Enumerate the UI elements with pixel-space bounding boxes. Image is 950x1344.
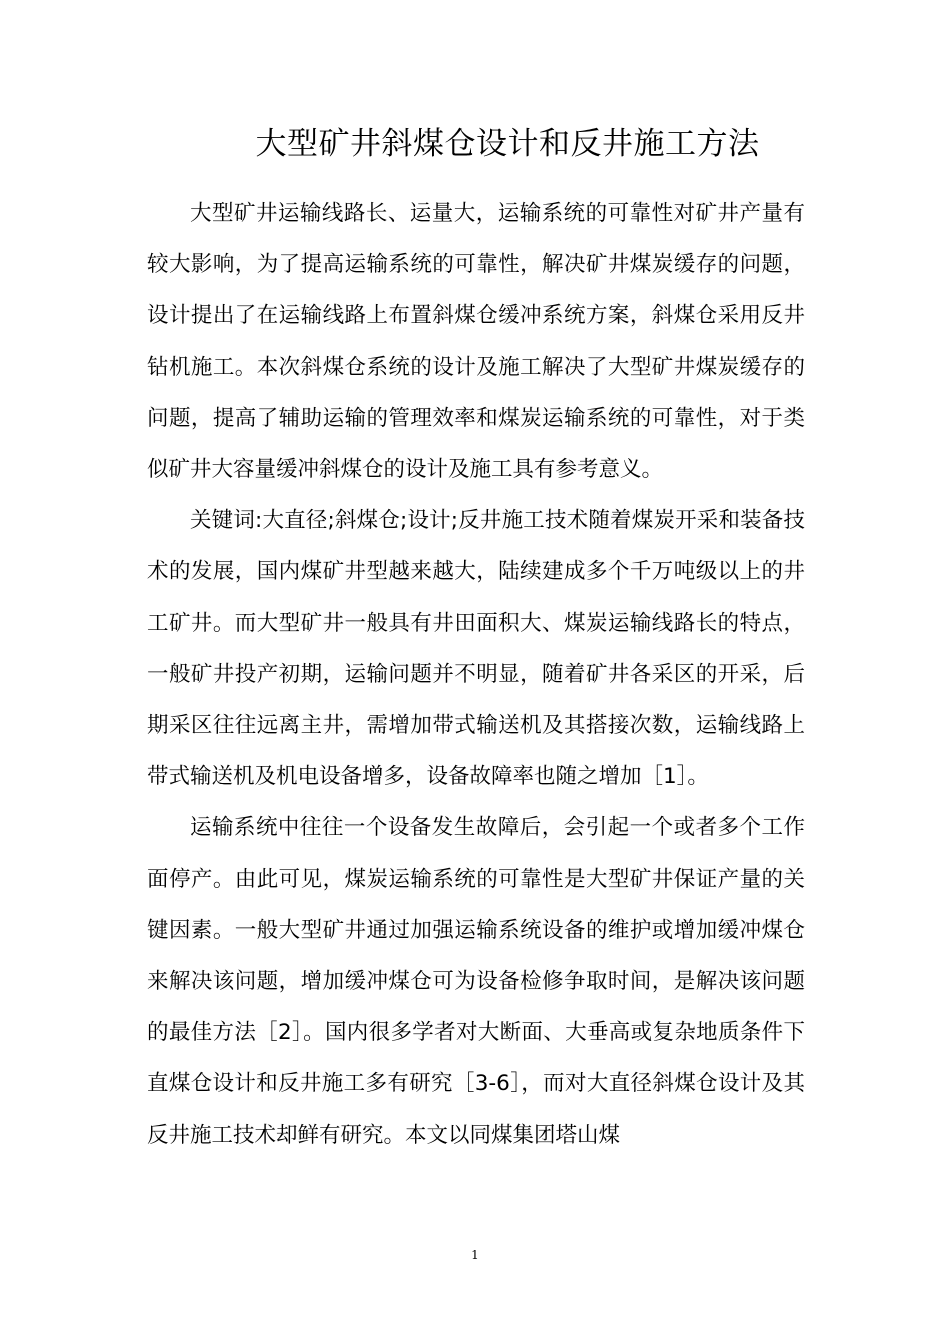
page-number: 1 — [471, 1248, 479, 1262]
paragraph-keywords-intro: 关键词:大直径;斜煤仓;设计;反井施工技术随着煤炭开采和装备技术的发展，国内煤矿井型越来越大，陆续建成多个千万吨级以上的井工矿井。而大型矿井一般具有井田面积大、煤炭运输线路长的特点，一般矿井投产初期，运输问题并不明显，随着矿井各采区的开采，后期采区往往远离主井，需增加带式输送机及其搭接次数，运输线路上带式输送机及机电设备增多，设备故障率也随之增加［1］。 — [147, 508, 805, 790]
paragraph-abstract: 大型矿井运输线路长、运量大，运输系统的可靠性对矿井产量有较大影响，为了提高运输系统的可靠性，解决矿井煤炭缓存的问题，设计提出了在运输线路上布置斜煤仓缓冲系统方案，斜煤仓采用反井钻机施工。本次斜煤仓系统的设计及施工解决了大型矿井煤炭缓存的问题，提高了辅助运输的管理效率和煤炭运输系统的可靠性，对于类似矿井大容量缓冲斜煤仓的设计及施工具有参考意义。 — [147, 201, 805, 483]
document-title: 大型矿井斜煤仓设计和反井施工方法 — [255, 126, 760, 162]
document-body — [147, 188, 805, 1161]
paragraph-transport-system: 运输系统中往往一个设备发生故障后，会引起一个或者多个工作面停产。由此可见，煤炭运输系统的可靠性是大型矿井保证产量的关键因素。一般大型矿井通过加强运输系统设备的维护或增加缓冲煤仓来解决该问题，增加缓冲煤仓可为设备检修争取时间，是解决该问题的最佳方法［2］。国内很多学者对大断面、大垂高或复杂地质条件下直煤仓设计和反井施工多有研究［3-6］，而对大直径斜煤仓设计及其反井施工技术却鲜有研究。本文以同煤集团塔山煤 — [147, 815, 805, 1148]
